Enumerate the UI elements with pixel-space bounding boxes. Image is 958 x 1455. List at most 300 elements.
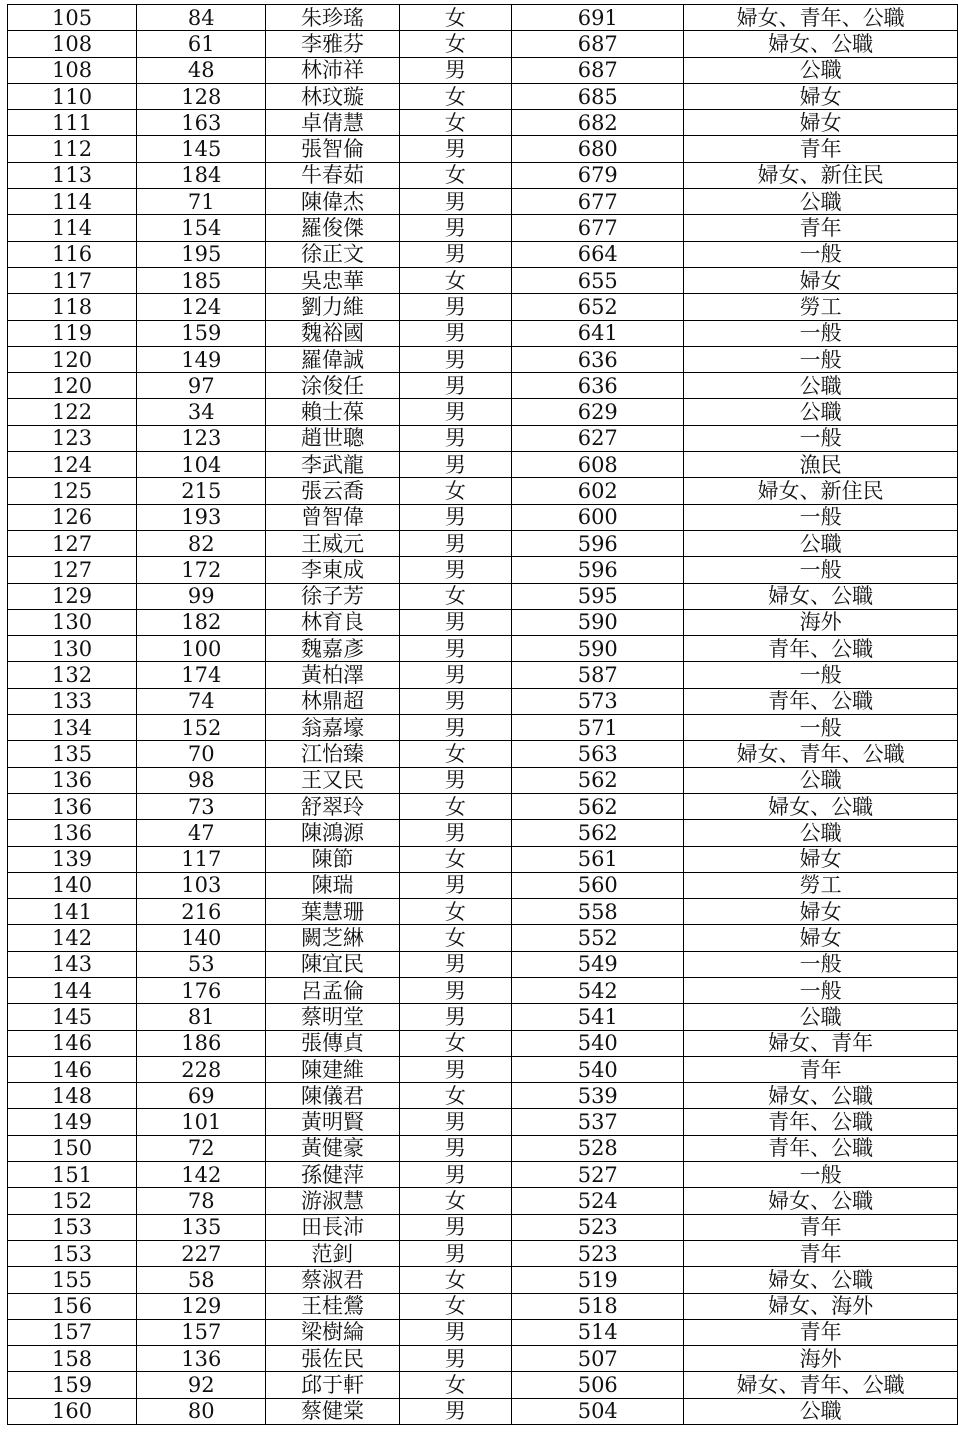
category-cell: 一般	[684, 662, 958, 688]
votes-cell: 680	[512, 136, 684, 162]
votes-cell: 685	[512, 83, 684, 109]
number-cell: 71	[137, 189, 266, 215]
category-cell: 婦女、公職	[684, 583, 958, 609]
name-cell: 李武龍	[266, 452, 399, 478]
gender-cell: 女	[399, 583, 512, 609]
name-cell: 林育良	[266, 609, 399, 635]
name-cell: 王又民	[266, 767, 399, 793]
rank-cell: 143	[8, 951, 137, 977]
name-cell: 林沛祥	[266, 57, 399, 83]
table-row	[8, 110, 958, 136]
name-cell: 羅俊傑	[266, 215, 399, 241]
gender-cell: 男	[399, 1162, 512, 1188]
gender-cell: 女	[399, 899, 512, 925]
category-cell: 公職	[684, 57, 958, 83]
category-cell: 婦女	[684, 846, 958, 872]
rank-cell: 123	[8, 425, 137, 451]
votes-cell: 552	[512, 925, 684, 951]
name-cell: 張云喬	[266, 478, 399, 504]
votes-cell: 563	[512, 741, 684, 767]
votes-cell: 539	[512, 1083, 684, 1109]
table-row	[8, 609, 958, 635]
votes-cell: 590	[512, 636, 684, 662]
votes-cell: 524	[512, 1188, 684, 1214]
gender-cell: 男	[399, 767, 512, 793]
table-row	[8, 688, 958, 714]
gender-cell: 男	[399, 452, 512, 478]
category-cell: 勞工	[684, 294, 958, 320]
votes-cell: 560	[512, 872, 684, 898]
gender-cell: 女	[399, 5, 512, 31]
votes-cell: 573	[512, 688, 684, 714]
name-cell: 范釗	[266, 1240, 399, 1266]
table-row	[8, 83, 958, 109]
name-cell: 劉力維	[266, 294, 399, 320]
category-cell: 勞工	[684, 872, 958, 898]
table-row	[8, 478, 958, 504]
table-row	[8, 1240, 958, 1266]
votes-cell: 528	[512, 1135, 684, 1161]
gender-cell: 男	[399, 872, 512, 898]
votes-cell: 549	[512, 951, 684, 977]
gender-cell: 男	[399, 1346, 512, 1372]
rank-cell: 134	[8, 715, 137, 741]
category-cell: 公職	[684, 820, 958, 846]
table-row	[8, 820, 958, 846]
name-cell: 舒翠玲	[266, 793, 399, 819]
number-cell: 81	[137, 1004, 266, 1030]
category-cell: 公職	[684, 1398, 958, 1424]
votes-cell: 518	[512, 1293, 684, 1319]
category-cell: 婦女、青年、公職	[684, 1372, 958, 1398]
table-row	[8, 899, 958, 925]
votes-cell: 558	[512, 899, 684, 925]
votes-cell: 514	[512, 1319, 684, 1345]
rank-cell: 136	[8, 767, 137, 793]
gender-cell: 男	[399, 557, 512, 583]
name-cell: 田長沛	[266, 1214, 399, 1240]
votes-cell: 627	[512, 425, 684, 451]
number-cell: 145	[137, 136, 266, 162]
table-row	[8, 715, 958, 741]
results-table-body	[8, 5, 958, 1425]
votes-cell: 682	[512, 110, 684, 136]
name-cell: 張傳貞	[266, 1030, 399, 1056]
gender-cell: 男	[399, 57, 512, 83]
number-cell: 34	[137, 399, 266, 425]
table-row	[8, 925, 958, 951]
table-row	[8, 294, 958, 320]
number-cell: 154	[137, 215, 266, 241]
number-cell: 195	[137, 241, 266, 267]
table-row	[8, 662, 958, 688]
table-row	[8, 399, 958, 425]
rank-cell: 132	[8, 662, 137, 688]
name-cell: 游淑慧	[266, 1188, 399, 1214]
table-row	[8, 5, 958, 31]
number-cell: 182	[137, 609, 266, 635]
gender-cell: 男	[399, 715, 512, 741]
gender-cell: 男	[399, 320, 512, 346]
category-cell: 一般	[684, 241, 958, 267]
rank-cell: 110	[8, 83, 137, 109]
rank-cell: 146	[8, 1030, 137, 1056]
name-cell: 王威元	[266, 530, 399, 556]
table-row	[8, 1135, 958, 1161]
gender-cell: 男	[399, 136, 512, 162]
votes-cell: 596	[512, 557, 684, 583]
rank-cell: 153	[8, 1240, 137, 1266]
name-cell: 江怡臻	[266, 741, 399, 767]
number-cell: 53	[137, 951, 266, 977]
number-cell: 117	[137, 846, 266, 872]
table-row	[8, 1188, 958, 1214]
votes-cell: 523	[512, 1240, 684, 1266]
rank-cell: 152	[8, 1188, 137, 1214]
gender-cell: 男	[399, 609, 512, 635]
gender-cell: 女	[399, 83, 512, 109]
name-cell: 陳儀君	[266, 1083, 399, 1109]
name-cell: 蔡淑君	[266, 1267, 399, 1293]
votes-cell: 664	[512, 241, 684, 267]
rank-cell: 122	[8, 399, 137, 425]
rank-cell: 129	[8, 583, 137, 609]
votes-cell: 541	[512, 1004, 684, 1030]
votes-cell: 540	[512, 1056, 684, 1082]
rank-cell: 139	[8, 846, 137, 872]
rank-cell: 142	[8, 925, 137, 951]
gender-cell: 女	[399, 1188, 512, 1214]
rank-cell: 157	[8, 1319, 137, 1345]
rank-cell: 114	[8, 189, 137, 215]
name-cell: 陳瑞	[266, 872, 399, 898]
number-cell: 101	[137, 1109, 266, 1135]
votes-cell: 506	[512, 1372, 684, 1398]
table-row	[8, 31, 958, 57]
gender-cell: 男	[399, 399, 512, 425]
rank-cell: 126	[8, 504, 137, 530]
category-cell: 婦女、青年	[684, 1030, 958, 1056]
table-row	[8, 241, 958, 267]
number-cell: 185	[137, 267, 266, 293]
name-cell: 陳偉杰	[266, 189, 399, 215]
category-cell: 一般	[684, 346, 958, 372]
category-cell: 婦女	[684, 925, 958, 951]
category-cell: 婦女、公職	[684, 31, 958, 57]
votes-cell: 523	[512, 1214, 684, 1240]
rank-cell: 149	[8, 1109, 137, 1135]
name-cell: 黃健豪	[266, 1135, 399, 1161]
number-cell: 72	[137, 1135, 266, 1161]
votes-cell: 655	[512, 267, 684, 293]
number-cell: 74	[137, 688, 266, 714]
number-cell: 135	[137, 1214, 266, 1240]
number-cell: 124	[137, 294, 266, 320]
number-cell: 104	[137, 452, 266, 478]
category-cell: 一般	[684, 977, 958, 1003]
number-cell: 47	[137, 820, 266, 846]
category-cell: 公職	[684, 767, 958, 793]
gender-cell: 女	[399, 1267, 512, 1293]
number-cell: 140	[137, 925, 266, 951]
name-cell: 張佐民	[266, 1346, 399, 1372]
gender-cell: 女	[399, 925, 512, 951]
votes-cell: 590	[512, 609, 684, 635]
rank-cell: 156	[8, 1293, 137, 1319]
votes-cell: 608	[512, 452, 684, 478]
category-cell: 婦女、青年、公職	[684, 741, 958, 767]
rank-cell: 125	[8, 478, 137, 504]
name-cell: 蔡健棠	[266, 1398, 399, 1424]
table-row	[8, 872, 958, 898]
number-cell: 227	[137, 1240, 266, 1266]
name-cell: 翁嘉壕	[266, 715, 399, 741]
gender-cell: 女	[399, 1030, 512, 1056]
rank-cell: 124	[8, 452, 137, 478]
gender-cell: 男	[399, 1398, 512, 1424]
gender-cell: 男	[399, 636, 512, 662]
table-row	[8, 425, 958, 451]
category-cell: 青年、公職	[684, 688, 958, 714]
category-cell: 婦女、新住民	[684, 478, 958, 504]
name-cell: 呂孟倫	[266, 977, 399, 1003]
number-cell: 80	[137, 1398, 266, 1424]
gender-cell: 男	[399, 215, 512, 241]
category-cell: 一般	[684, 320, 958, 346]
table-row	[8, 320, 958, 346]
votes-cell: 537	[512, 1109, 684, 1135]
category-cell: 公職	[684, 373, 958, 399]
number-cell: 216	[137, 899, 266, 925]
rank-cell: 108	[8, 57, 137, 83]
number-cell: 152	[137, 715, 266, 741]
table-row	[8, 1083, 958, 1109]
category-cell: 婦女、海外	[684, 1293, 958, 1319]
gender-cell: 男	[399, 294, 512, 320]
rank-cell: 127	[8, 530, 137, 556]
rank-cell: 114	[8, 215, 137, 241]
rank-cell: 160	[8, 1398, 137, 1424]
gender-cell: 男	[399, 373, 512, 399]
number-cell: 123	[137, 425, 266, 451]
category-cell: 海外	[684, 1346, 958, 1372]
number-cell: 129	[137, 1293, 266, 1319]
name-cell: 賴士葆	[266, 399, 399, 425]
gender-cell: 男	[399, 241, 512, 267]
rank-cell: 151	[8, 1162, 137, 1188]
rank-cell: 127	[8, 557, 137, 583]
name-cell: 林玟璇	[266, 83, 399, 109]
category-cell: 公職	[684, 189, 958, 215]
rank-cell: 120	[8, 346, 137, 372]
votes-cell: 519	[512, 1267, 684, 1293]
number-cell: 193	[137, 504, 266, 530]
gender-cell: 女	[399, 793, 512, 819]
votes-cell: 504	[512, 1398, 684, 1424]
name-cell: 曾智偉	[266, 504, 399, 530]
table-row	[8, 1056, 958, 1082]
category-cell: 漁民	[684, 452, 958, 478]
table-row	[8, 373, 958, 399]
gender-cell: 男	[399, 1240, 512, 1266]
gender-cell: 男	[399, 1319, 512, 1345]
category-cell: 青年	[684, 136, 958, 162]
category-cell: 婦女、公職	[684, 1188, 958, 1214]
number-cell: 186	[137, 1030, 266, 1056]
votes-cell: 629	[512, 399, 684, 425]
category-cell: 婦女	[684, 267, 958, 293]
number-cell: 61	[137, 31, 266, 57]
category-cell: 一般	[684, 1162, 958, 1188]
category-cell: 青年	[684, 215, 958, 241]
rank-cell: 136	[8, 820, 137, 846]
votes-cell: 561	[512, 846, 684, 872]
gender-cell: 男	[399, 1004, 512, 1030]
number-cell: 82	[137, 530, 266, 556]
rank-cell: 117	[8, 267, 137, 293]
name-cell: 陳宜民	[266, 951, 399, 977]
number-cell: 176	[137, 977, 266, 1003]
table-row	[8, 1004, 958, 1030]
number-cell: 84	[137, 5, 266, 31]
name-cell: 黃明賢	[266, 1109, 399, 1135]
number-cell: 174	[137, 662, 266, 688]
votes-cell: 652	[512, 294, 684, 320]
category-cell: 婦女、公職	[684, 1083, 958, 1109]
votes-cell: 677	[512, 215, 684, 241]
table-row	[8, 1030, 958, 1056]
votes-cell: 636	[512, 373, 684, 399]
number-cell: 97	[137, 373, 266, 399]
number-cell: 172	[137, 557, 266, 583]
number-cell: 103	[137, 872, 266, 898]
category-cell: 一般	[684, 557, 958, 583]
rank-cell: 145	[8, 1004, 137, 1030]
category-cell: 婦女、新住民	[684, 162, 958, 188]
table-row	[8, 504, 958, 530]
votes-cell: 507	[512, 1346, 684, 1372]
votes-cell: 600	[512, 504, 684, 530]
votes-cell: 527	[512, 1162, 684, 1188]
name-cell: 徐正文	[266, 241, 399, 267]
category-cell: 一般	[684, 504, 958, 530]
name-cell: 朱珍瑤	[266, 5, 399, 31]
number-cell: 128	[137, 83, 266, 109]
rank-cell: 146	[8, 1056, 137, 1082]
gender-cell: 女	[399, 741, 512, 767]
rank-cell: 136	[8, 793, 137, 819]
rank-cell: 144	[8, 977, 137, 1003]
rank-cell: 119	[8, 320, 137, 346]
name-cell: 涂俊任	[266, 373, 399, 399]
gender-cell: 女	[399, 31, 512, 57]
gender-cell: 男	[399, 662, 512, 688]
rank-cell: 118	[8, 294, 137, 320]
name-cell: 陳節	[266, 846, 399, 872]
table-row	[8, 636, 958, 662]
name-cell: 牛春茹	[266, 162, 399, 188]
table-row	[8, 57, 958, 83]
number-cell: 184	[137, 162, 266, 188]
category-cell: 青年	[684, 1214, 958, 1240]
table-row	[8, 136, 958, 162]
table-row	[8, 1162, 958, 1188]
number-cell: 98	[137, 767, 266, 793]
votes-cell: 687	[512, 57, 684, 83]
gender-cell: 女	[399, 162, 512, 188]
name-cell: 王桂鶯	[266, 1293, 399, 1319]
table-row	[8, 346, 958, 372]
gender-cell: 男	[399, 1109, 512, 1135]
table-row	[8, 1346, 958, 1372]
gender-cell: 女	[399, 1293, 512, 1319]
table-row	[8, 1267, 958, 1293]
category-cell: 公職	[684, 399, 958, 425]
rank-cell: 150	[8, 1135, 137, 1161]
table-row	[8, 189, 958, 215]
category-cell: 青年	[684, 1056, 958, 1082]
gender-cell: 男	[399, 1056, 512, 1082]
gender-cell: 女	[399, 478, 512, 504]
rank-cell: 148	[8, 1083, 137, 1109]
gender-cell: 男	[399, 530, 512, 556]
votes-cell: 596	[512, 530, 684, 556]
number-cell: 228	[137, 1056, 266, 1082]
category-cell: 婦女、公職	[684, 1267, 958, 1293]
name-cell: 闕芝綝	[266, 925, 399, 951]
table-row	[8, 951, 958, 977]
gender-cell: 男	[399, 346, 512, 372]
name-cell: 羅偉誠	[266, 346, 399, 372]
votes-cell: 587	[512, 662, 684, 688]
rank-cell: 108	[8, 31, 137, 57]
name-cell: 卓倩慧	[266, 110, 399, 136]
gender-cell: 女	[399, 846, 512, 872]
gender-cell: 男	[399, 1214, 512, 1240]
table-row	[8, 452, 958, 478]
number-cell: 48	[137, 57, 266, 83]
gender-cell: 男	[399, 189, 512, 215]
number-cell: 136	[137, 1346, 266, 1372]
category-cell: 青年	[684, 1240, 958, 1266]
number-cell: 69	[137, 1083, 266, 1109]
category-cell: 一般	[684, 951, 958, 977]
votes-cell: 636	[512, 346, 684, 372]
table-row	[8, 1398, 958, 1424]
number-cell: 157	[137, 1319, 266, 1345]
category-cell: 青年、公職	[684, 1135, 958, 1161]
table-row	[8, 793, 958, 819]
category-cell: 青年、公職	[684, 636, 958, 662]
votes-cell: 562	[512, 767, 684, 793]
rank-cell: 159	[8, 1372, 137, 1398]
votes-cell: 542	[512, 977, 684, 1003]
table-row	[8, 530, 958, 556]
gender-cell: 女	[399, 1083, 512, 1109]
votes-cell: 571	[512, 715, 684, 741]
rank-cell: 113	[8, 162, 137, 188]
name-cell: 魏嘉彥	[266, 636, 399, 662]
number-cell: 142	[137, 1162, 266, 1188]
rank-cell: 105	[8, 5, 137, 31]
gender-cell: 男	[399, 1135, 512, 1161]
table-row	[8, 583, 958, 609]
votes-cell: 691	[512, 5, 684, 31]
rank-cell: 141	[8, 899, 137, 925]
category-cell: 一般	[684, 425, 958, 451]
name-cell: 林鼎超	[266, 688, 399, 714]
table-row	[8, 977, 958, 1003]
